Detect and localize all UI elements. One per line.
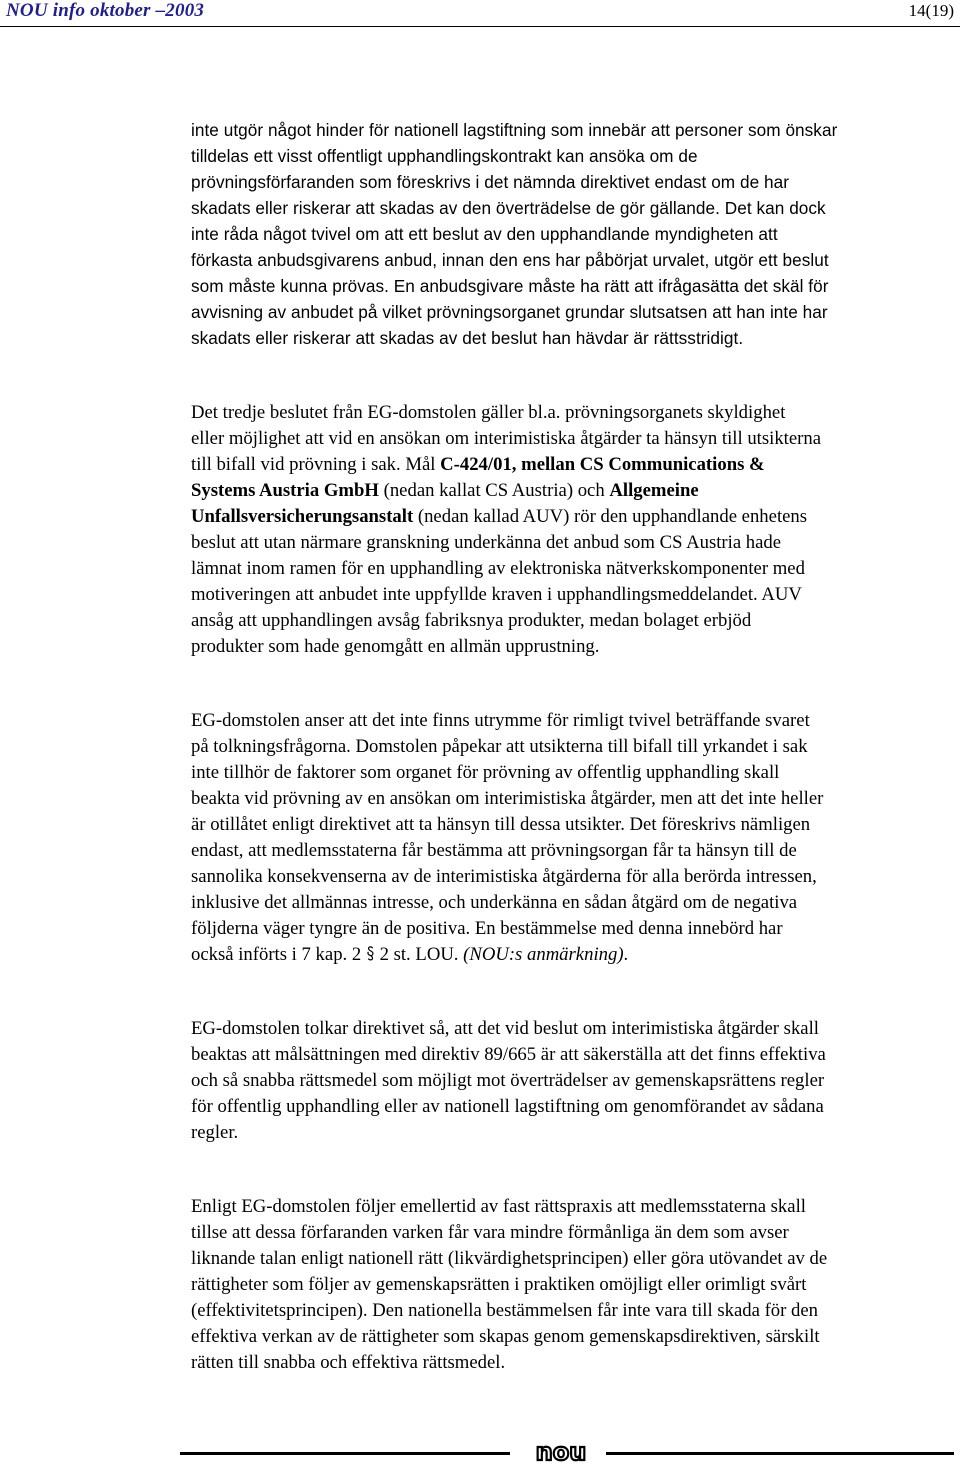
paragraph-line: beslut att utan närmare granskning underkänna det anbud som CS Austria hade <box>191 532 782 553</box>
paragraph-line: tillse att dessa förfaranden varken får vara mindre förmånliga än dem som avser <box>191 1222 789 1243</box>
paragraph-line: inklusive det allmännas intresse, och underkänna en sådan åtgärd om de negativa <box>191 892 798 913</box>
text-run: . <box>623 944 629 965</box>
paragraph-line: för offentlig upphandling eller av nationell lagstiftning om genomförandet av sådana <box>191 1096 824 1117</box>
paragraph-line: lämnat inom ramen för en upphandling av elektroniska nätverkskomponenter med <box>191 558 805 579</box>
party-name: Allgemeine <box>609 480 699 501</box>
page-header <box>0 0 960 30</box>
paragraph-line: sannolika konsekvenserna av de interimistiska åtgärderna för alla berörda intressen, <box>191 866 817 887</box>
paragraph-line: rättigheter som följer av gemenskapsrätten i praktiken omöjligt eller orimligt svårt <box>191 1274 807 1295</box>
paragraph-line <box>191 504 960 530</box>
page-number: 14(19) <box>908 1 954 20</box>
paragraph-line: på tolkningsfrågorna. Domstolen påpekar att utsikterna till bifall till yrkandet i sak <box>191 736 808 757</box>
paragraph-line: skadats eller riskerar att skadas av den överträdelse de gör gällande. Det kan dock <box>191 198 826 218</box>
paragraph-line: beaktas att målsättningen med direktiv 89/665 är att säkerställa att det finns effektiva <box>191 1044 826 1065</box>
case-name: Systems Austria GmbH <box>191 480 379 501</box>
text-run: 2 st. LOU. <box>374 944 464 965</box>
paragraph-5 <box>191 1194 960 1376</box>
case-name: C-424/01, mellan CS Communications & <box>440 454 765 475</box>
paragraph-line: Det tredje beslutet från EG-domstolen gäller bl.a. prövningsorganets skyldighet <box>191 402 786 423</box>
paragraph-line: inte utgör något hinder för nationell lagstiftning som innebär att personer som önskar <box>191 120 838 140</box>
paragraph-line: endast, att medlemsstaterna får bestämma att prövningsorgan får ta hänsyn till de <box>191 840 797 861</box>
paragraph-line: EG-domstolen anser att det inte finns utrymme för rimligt tvivel beträffande svaret <box>191 710 810 731</box>
paragraph-2 <box>191 400 960 660</box>
editor-note: (NOU:s anmärkning) <box>463 944 624 965</box>
paragraph-line: motiveringen att anbudet inte uppfyllde kraven i upphandlingsmeddelandet. AUV <box>191 584 802 605</box>
paragraph-4 <box>191 1016 960 1146</box>
paragraph-line: är otillåtet enligt direktivet att ta hänsyn till dessa utsikter. Det föreskrivs nämligen <box>191 814 811 835</box>
paragraph-1 <box>191 117 960 351</box>
paragraph-line: följderna väger tyngre än de positiva. En bestämmelse med denna innebörd har <box>191 918 783 939</box>
text-run: till bifall vid prövning i sak. Mål <box>191 454 441 475</box>
paragraph-line: EG-domstolen tolkar direktivet så, att det vid beslut om interimistiska åtgärder skall <box>191 1018 819 1039</box>
paragraph-line: inte råda något tvivel om att ett beslut av den upphandlande myndigheten att <box>191 224 778 244</box>
paragraph-line: ansåg att upphandlingen avsåg fabriksnya produkter, medan bolaget erbjöd <box>191 610 752 631</box>
text-run: (nedan kallat CS Austria) och <box>378 480 610 501</box>
paragraph-line <box>191 478 960 504</box>
paragraph-line: och så snabba rättsmedel som möjligt mot överträdelser av gemenskapsrättens regler <box>191 1070 825 1091</box>
paragraph-line: produkter som hade genomgått en allmän upprustning. <box>191 636 600 657</box>
paragraph-3 <box>191 708 960 968</box>
paragraph-line: förkasta anbudsgivarens anbud, innan den ens har påbörjat urvalet, utgör ett beslut <box>191 250 829 270</box>
paragraph-line: eller möjlighet att vid en ansökan om interimistiska åtgärder ta hänsyn till utsikterna <box>191 428 822 449</box>
paragraph-line <box>191 452 960 478</box>
footer-divider-right <box>606 1452 954 1455</box>
nou-logo-icon <box>526 1439 596 1465</box>
paragraph-line: rätten till snabba och effektiva rättsmedel. <box>191 1352 506 1373</box>
paragraph-line: liknande talan enligt nationell rätt (likvärdighetsprincipen) eller göra utövandet av de <box>191 1248 828 1269</box>
paragraph-line: tilldelas ett visst offentligt upphandlingskontrakt kan ansöka om de <box>191 146 698 166</box>
paragraph-line <box>191 942 960 968</box>
section-sign-icon <box>366 945 375 963</box>
text-run: (nedan kallad AUV) rör den upphandlande enhetens <box>413 506 808 527</box>
text-run: också införts i 7 kap. 2 <box>191 944 366 965</box>
paragraph-line: prövningsförfaranden som föreskrivs i det nämnda direktivet endast om de har <box>191 172 790 192</box>
party-name: Unfallsversicherungsanstalt <box>191 506 414 527</box>
document-title: NOU info oktober –2003 <box>6 0 205 21</box>
paragraph-line: som måste kunna prövas. En anbudsgivare måste ha rätt att ifrågasätta det skäl för <box>191 276 829 296</box>
paragraph-line: beakta vid prövning av en ansökan om interimistiska åtgärder, men att det inte heller <box>191 788 824 809</box>
logo-text: nou <box>535 1439 587 1465</box>
paragraph-line: avvisning av anbudet på vilket prövningsorganet grundar slutsatsen att han inte har <box>191 302 828 322</box>
header-divider <box>0 26 960 27</box>
footer-divider-left <box>180 1452 510 1455</box>
paragraph-line: (effektivitetsprincipen). Den nationella bestämmelsen får inte vara till skada för den <box>191 1300 819 1321</box>
paragraph-line: regler. <box>191 1122 239 1143</box>
paragraph-line: inte tillhör de faktorer som organet för prövning av offentlig upphandling skall <box>191 762 780 783</box>
paragraph-line: skadats eller riskerar att skadas av det beslut han hävdar är rättsstridigt. <box>191 328 744 348</box>
paragraph-line: effektiva verkan av de rättigheter som skapas genom gemenskapsdirektiven, särskilt <box>191 1326 820 1347</box>
paragraph-line: Enligt EG-domstolen följer emellertid av fast rättspraxis att medlemsstaterna skall <box>191 1196 806 1217</box>
